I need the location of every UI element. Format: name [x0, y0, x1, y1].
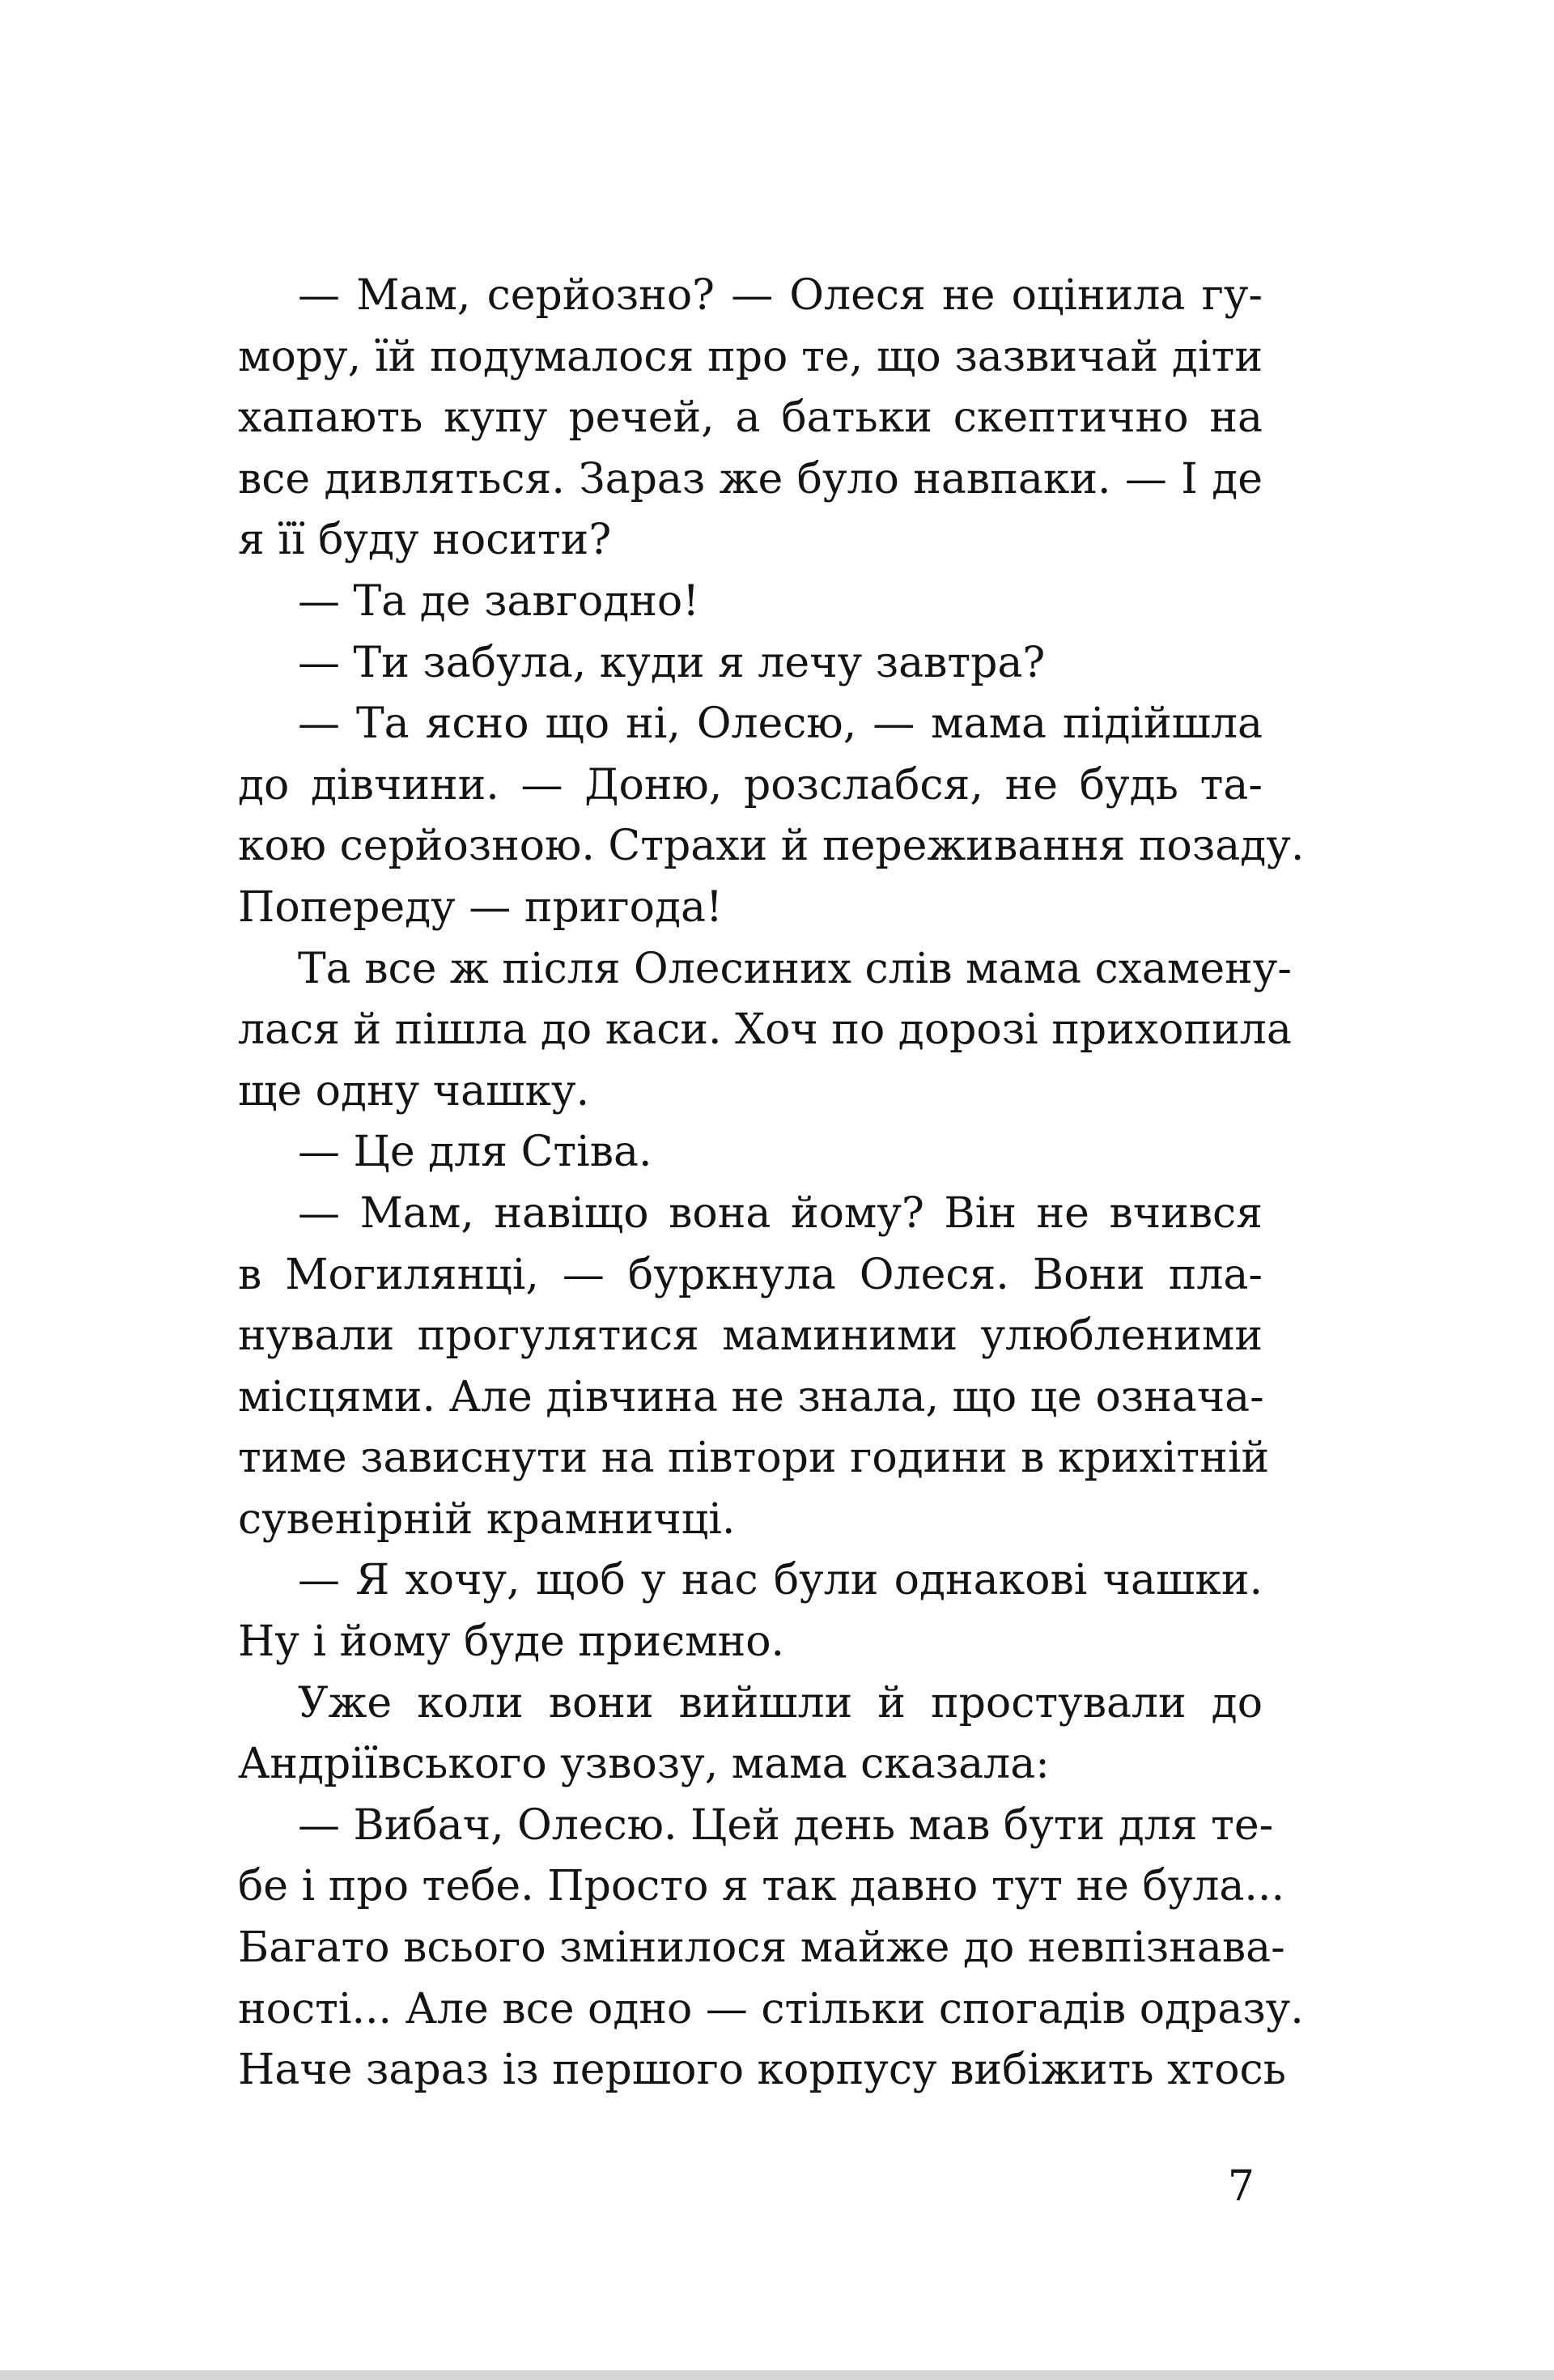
- text-line: все дивляться. Зараз же було навпаки. — І де: [238, 454, 1263, 504]
- page-number: 7: [1227, 2162, 1255, 2211]
- text-line: я її буду носити?: [238, 516, 612, 565]
- text-line: місцями. Але дівчина не знала, що це означа-: [238, 1372, 1264, 1422]
- text-line: в Могилянці, — буркнула Олеся. Вони пла-: [238, 1250, 1263, 1299]
- text-line: — Та ясно що ні, Олесю, — мама підійшла: [298, 699, 1263, 749]
- text-line: — Вибач, Олесю. Цей день мав бути для те-: [298, 1800, 1274, 1850]
- text-line: Наче зараз із першого корпусу вибіжить хтось: [238, 2046, 1286, 2095]
- text-line: кою серйозною. Страхи й переживання позаду.: [238, 822, 1305, 871]
- text-line: лася й пішла до каси. Хоч по дорозі прихопила: [238, 1005, 1292, 1055]
- body-text: [238, 266, 1305, 2102]
- text-line: ності... Але все одно — стільки спогадів одразу.: [238, 1984, 1304, 2034]
- text-line: сувенірній крамничці.: [238, 1494, 736, 1544]
- text-line: Багато всього змінилося майже до невпізнава-: [238, 1923, 1285, 1973]
- text-line: нували прогулятися маминими улюбленими: [238, 1311, 1263, 1361]
- text-line: — Мам, навіщо вона йому? Він не вчився: [298, 1188, 1263, 1238]
- text-line: — Я хочу, щоб у нас були однакові чашки.: [298, 1556, 1263, 1605]
- text-line: — Та де завгодно!: [298, 576, 700, 626]
- text-line: хапають купу речей, а батьки скептично на: [238, 393, 1263, 443]
- text-line: Андріївського узвозу, мама сказала:: [238, 1740, 1050, 1789]
- text-line: Та все ж після Олесиних слів мама схамену-: [298, 944, 1292, 993]
- text-line: ще одну чашку.: [238, 1066, 590, 1116]
- text-line: — Мам, серйозно? — Олеся не оцінила гу-: [298, 271, 1263, 320]
- text-line: тиме зависнути на півтори години в крихітній: [238, 1434, 1270, 1483]
- text-line: до дівчини. — Доню, розслабся, не будь та-: [238, 760, 1263, 810]
- text-line: — Це для Стіва.: [298, 1128, 652, 1177]
- text-line: Уже коли вони вийшли й простували до: [298, 1678, 1263, 1728]
- page-bottom-edge: [0, 2370, 1554, 2380]
- text-line: Ну і йому буде приємно.: [238, 1617, 785, 1667]
- text-line: бе і про тебе. Просто я так давно тут не була...: [238, 1862, 1284, 1911]
- text-line: — Ти забула, куди я лечу завтра?: [298, 638, 1046, 687]
- text-line: мору, їй подумалося про те, що зазвичай діти: [238, 332, 1263, 381]
- text-line: Попереду — пригода!: [238, 882, 723, 932]
